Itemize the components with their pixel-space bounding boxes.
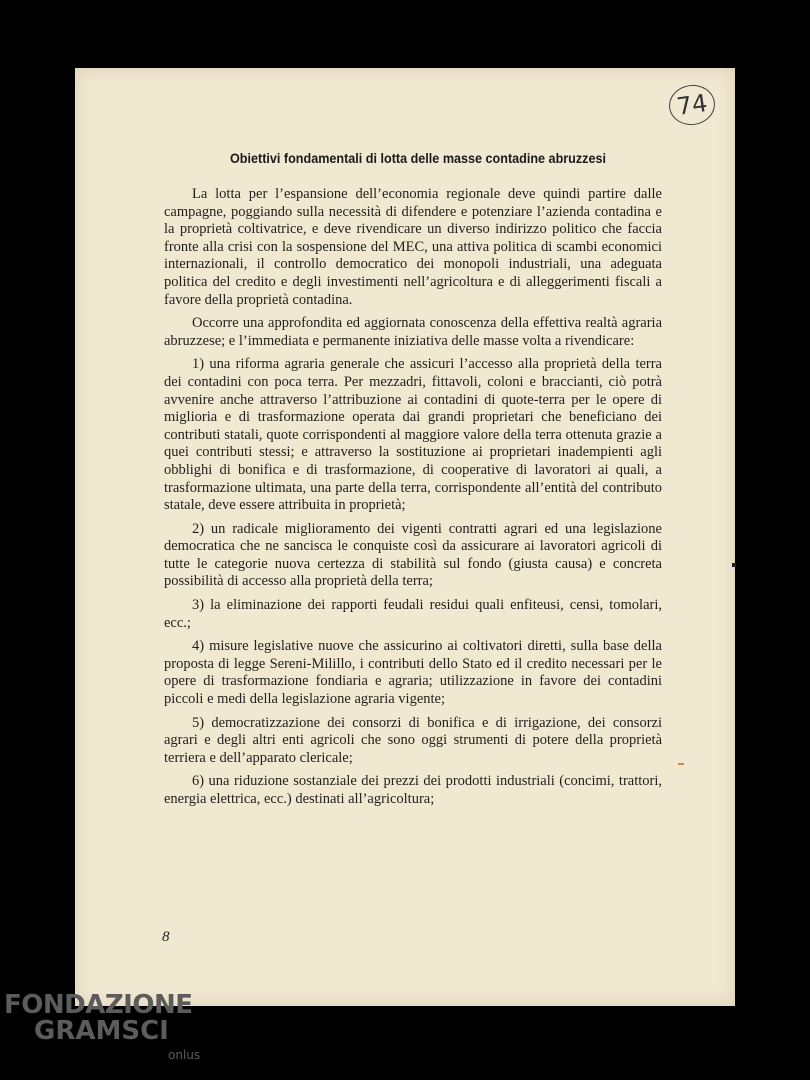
list-item-5: 5) democratizzazione dei consorzi di bonifica e di irrigazione, dei consorzi agrari e degli altri enti agricoli che sono oggi strumenti di potere della proprietà terriera e dell’apparato clericale;	[164, 714, 662, 766]
ink-mark	[732, 563, 736, 567]
ink-mark	[678, 763, 684, 765]
list-item-6: 6) una riduzione sostanziale dei prezzi dei prodotti industriali (concimi, trattori, energia elettrica, ecc.) destinati all’agricoltura;	[164, 773, 662, 807]
page-number: 8	[162, 929, 170, 945]
paragraph-demands-intro: Occorre una approfondita ed aggiornata conoscenza della effettiva realtà agraria abruzzese; e l’immediata e permanente iniziativa delle masse volta a rivendicare:	[164, 315, 662, 349]
watermark-line-3: onlus	[168, 1048, 201, 1062]
archive-number-stamp: 74	[666, 82, 717, 128]
page-title: Obiettivi fondamentali di lotta delle masse contadine abruzzesi	[229, 150, 606, 166]
document-body	[164, 186, 662, 815]
paragraph-intro: La lotta per l’espansione dell’economia regionale deve quindi partire dalle campagne, poggiando sulla necessità di difendere e potenziare l’azienda contadina e la proprietà coltivatrice, e deve rivendicare un diverso indirizzo politico che faccia fronte alla crisi con la sospensione del MEC, una attiva politica di scambi economici internazionali, il controllo democratico dei monopoli industriali, una adeguata politica del credito e degli investimenti nell’agricoltura e di alleggerimenti fiscali a favore della proprietà contadina.	[164, 186, 662, 308]
watermark-line-2: GRAMSCI	[34, 1016, 169, 1046]
watermark-line-1: FONDAZIONE	[4, 990, 193, 1020]
list-item-4: 4) misure legislative nuove che assicurino ai coltivatori diretti, sulla base della proposta di legge Sereni-Milillo, i contributi dello Stato ed il credito necessari per le opere di trasformazione fondiaria e agraria; utilizzazione in favore dei contadini piccoli e medi della legislazione agraria vigente;	[164, 638, 662, 708]
fondazione-gramsci-watermark	[4, 990, 204, 1070]
list-item-3: 3) la eliminazione dei rapporti feudali residui quali enfiteusi, censi, tomolari, ecc.;	[164, 597, 662, 631]
list-item-1: 1) una riforma agraria generale che assicuri l’accesso alla proprietà della terra dei contadini con poca terra. Per mezzadri, fittavoli, coloni e braccianti, ciò potrà avvenire anche attraverso l’attribuzione ai contadini di quote-terra per le opere di miglioria e di trasformazione operata dai grandi proprietari che beneficiano dei contributi statali, quote corrispondenti al maggiore valore della terra ottenuta grazie a quei contributi stessi; e attraverso la sostituzione ai proprietari inadempienti agli obblighi di bonifica e di trasformazione, di cooperative di lavoratori ai quali, a trasformazione ultimata, una parte della terra, corrispondente all’entità del contributo statale, deve essere attribuita in proprietà;	[164, 356, 662, 514]
list-item-2: 2) un radicale miglioramento dei vigenti contratti agrari ed una legislazione democratica che ne sancisca le conquiste così da assicurare ai lavoratori agricoli di tutte le categorie nuova certezza di stabilità sul fondo (giusta causa) e concreta possibilità di accesso alla proprietà della terra;	[164, 520, 662, 590]
